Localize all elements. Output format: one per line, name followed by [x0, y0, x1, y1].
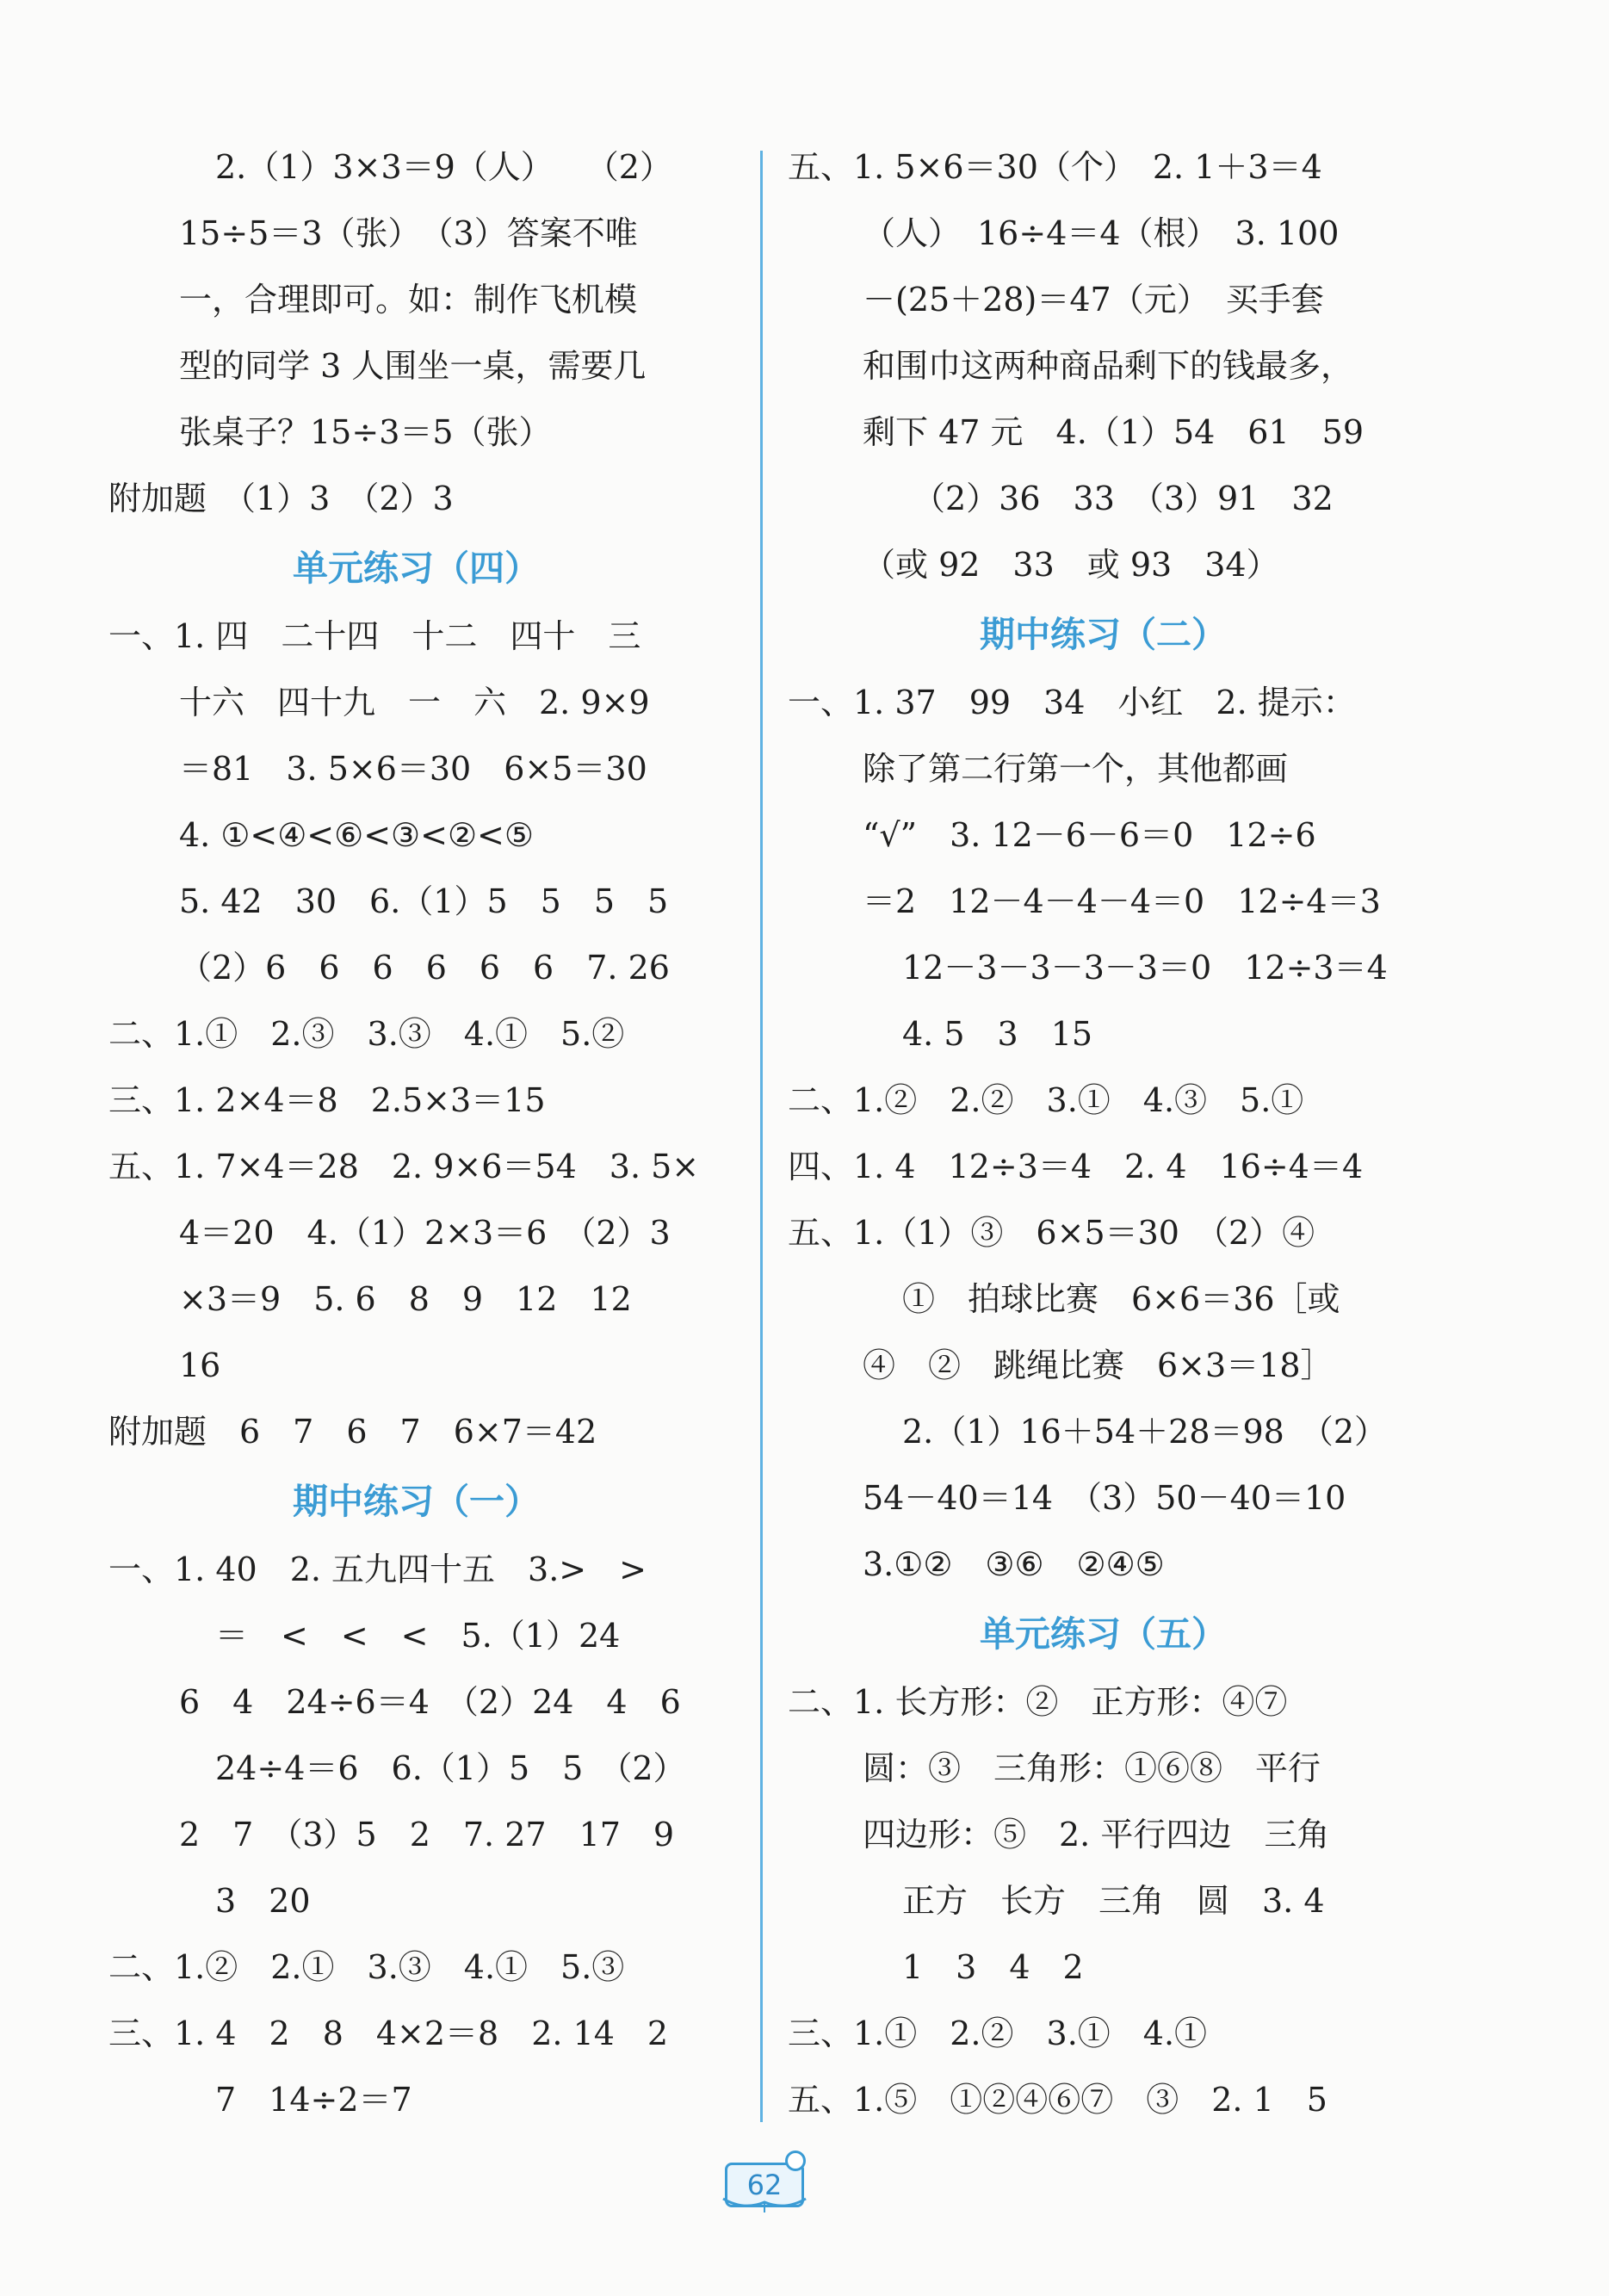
answer-line: 二、1.② 2.② 3.① 4.③ 5.①	[788, 1081, 1304, 1119]
answer-line: 3.①② ③⑥ ②④⑤	[863, 1545, 1165, 1583]
answer-line: 一、1. 40 2. 五九四十五 3.> >	[108, 1550, 647, 1588]
answer-line: 1 3 4 2	[902, 1948, 1084, 1986]
answer-line: 54－40＝14 （3）50－40＝10	[863, 1479, 1346, 1517]
section-heading: 单元练习（四）	[293, 548, 540, 589]
answer-line: 16	[179, 1346, 221, 1384]
answer-line: 和围巾这两种商品剩下的钱最多，	[863, 347, 1354, 385]
answer-line: 2.（1）3×3＝9（人） （2）	[215, 148, 672, 186]
answer-line: 三、1. 4 2 8 4×2＝8 2. 14 2	[108, 2014, 669, 2052]
answer-line: 二、1.② 2.① 3.③ 4.① 5.③	[108, 1948, 625, 1986]
answer-line: ④ ② 跳绳比赛 6×3＝18］	[863, 1346, 1334, 1384]
answer-line: 十六 四十九 一 六 2. 9×9	[179, 684, 650, 721]
column-divider	[760, 151, 763, 2122]
badge-dot-icon	[785, 2151, 806, 2171]
answer-line: ＝81 3. 5×6＝30 6×5＝30	[179, 750, 647, 788]
answer-line: 一，合理即可。如：制作飞机模	[179, 281, 638, 319]
answer-line: 7 14÷2＝7	[215, 2081, 412, 2119]
answer-line: 剩下 47 元 4.（1）54 61 59	[863, 413, 1365, 451]
answer-line: 3 20	[215, 1882, 311, 1920]
answer-line: 张桌子？15÷3＝5（张）	[179, 413, 552, 451]
open-book-icon	[720, 2194, 809, 2214]
answer-line: 圆：③ 三角形：①⑥⑧ 平行	[863, 1749, 1321, 1787]
answer-line: 型的同学 3 人围坐一桌，需要几	[179, 347, 647, 385]
section-heading: 期中练习（二）	[980, 614, 1227, 655]
answer-line: 6 4 24÷6＝4 （2）24 4 6	[179, 1683, 681, 1721]
answer-line: “√” 3. 12－6－6＝0 12÷6	[863, 816, 1316, 854]
answer-line: （人） 16÷4＝4（根） 3. 100	[863, 214, 1340, 252]
answer-line: －(25＋28)＝47（元） 买手套	[863, 281, 1324, 319]
answer-line: （或 92 33 或 93 34）	[863, 546, 1279, 584]
answer-line: 五、1.⑤ ①②④⑥⑦ ③ 2. 1 5	[788, 2081, 1327, 2119]
answer-line: 一、1. 四 二十四 十二 四十 三	[108, 617, 641, 655]
answer-line: 4. 5 3 15	[902, 1015, 1093, 1053]
answer-line: 五、1.（1）③ 6×5＝30 （2）④	[788, 1214, 1315, 1252]
answer-line: 三、1. 2×4＝8 2.5×3＝15	[108, 1081, 546, 1119]
answer-line: （2）6 6 6 6 6 6 7. 26	[179, 949, 670, 987]
answer-line: 三、1.① 2.② 3.① 4.①	[788, 2014, 1208, 2052]
answer-line: 15÷5＝3（张） （3）答案不唯	[179, 214, 638, 252]
answer-line: ＝ < < < 5.（1）24	[215, 1617, 621, 1655]
answer-line: 二、1. 长方形：② 正方形：④⑦	[788, 1683, 1288, 1721]
answer-line: 4. ①<④<⑥<③<②<⑤	[179, 816, 534, 854]
answer-line: ① 拍球比赛 6×6＝36［或	[902, 1280, 1340, 1318]
answer-line: 4＝20 4.（1）2×3＝6 （2）3	[179, 1214, 671, 1252]
answer-line: 5. 42 30 6.（1）5 5 5 5	[179, 882, 669, 920]
answer-line: 12－3－3－3－3＝0 12÷3＝4	[902, 949, 1388, 987]
answer-line: 正方 长方 三角 圆 3. 4	[902, 1882, 1325, 1920]
answer-line: 24÷4＝6 6.（1）5 5 （2）	[215, 1749, 686, 1787]
answer-line: 除了第二行第一个，其他都画	[863, 750, 1289, 788]
answer-line: 四、1. 4 12÷3＝4 2. 4 16÷4＝4	[788, 1148, 1364, 1185]
section-heading: 单元练习（五）	[980, 1613, 1227, 1655]
answer-line: （2）36 33 （3）91 32	[913, 480, 1334, 517]
answer-line: 一、1. 37 99 34 小红 2. 提示：	[788, 684, 1356, 721]
answer-line: 2.（1）16＋54＋28＝98 （2）	[902, 1413, 1388, 1451]
answer-line: 二、1.① 2.③ 3.③ 4.① 5.②	[108, 1015, 625, 1053]
answer-line: 五、1. 7×4＝28 2. 9×6＝54 3. 5×	[108, 1148, 700, 1185]
section-heading: 期中练习（一）	[293, 1481, 540, 1522]
answer-line: ×3＝9 5. 6 8 9 12 12	[179, 1280, 632, 1318]
answer-line: 2 7 （3）5 2 7. 27 17 9	[179, 1816, 675, 1854]
page-number: 62	[746, 2169, 783, 2201]
answer-line: 四边形：⑤ 2. 平行四边 三角	[863, 1816, 1330, 1854]
bonus-line: 附加题 （1）3 （2）3	[108, 480, 454, 517]
bonus-line: 附加题 6 7 6 7 6×7＝42	[108, 1413, 597, 1451]
answer-line: 五、1. 5×6＝30（个） 2. 1＋3＝4	[788, 148, 1322, 186]
answer-line: ＝2 12－4－4－4＝0 12÷4＝3	[863, 882, 1381, 920]
